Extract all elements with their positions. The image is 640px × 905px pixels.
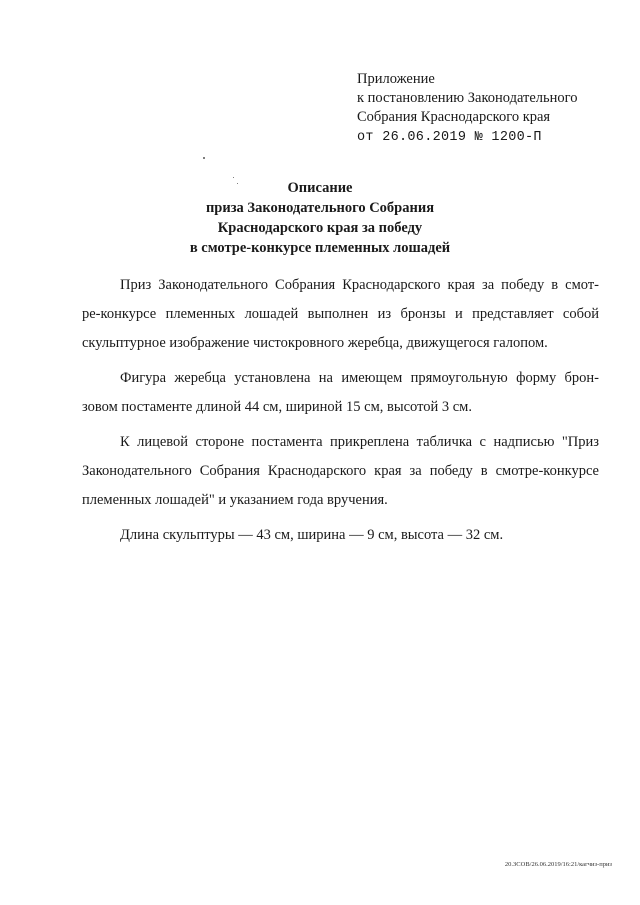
attachment-date-number: от 26.06.2019 № 1200-П: [357, 130, 542, 145]
title-line: Описание: [287, 180, 353, 196]
attachment-assembly-name: Собрания Краснодарского края: [357, 109, 551, 125]
document-body: [82, 271, 599, 550]
scan-speck: [203, 157, 205, 159]
paragraph-3: [82, 428, 599, 515]
paragraph-line: Фигура жеребца установлена на имеющем прямоугольную форму брон-: [120, 370, 599, 386]
paragraph-line: скульптурное изображение чистокровного жеребца, движущегося галопом.: [82, 335, 548, 351]
attachment-resolution-ref: к постановлению Законодательного: [357, 90, 578, 106]
paragraph-line: зовом постаменте длиной 44 см, шириной 15 см, высотой 3 см.: [82, 399, 472, 415]
paragraph-1: [82, 271, 599, 358]
title-line: Краснодарского края за победу: [217, 220, 423, 236]
paragraph-line: Приз Законодательного Собрания Краснодарского края за победу в смот-: [120, 277, 599, 293]
attachment-header: [357, 70, 627, 147]
paragraph-line: Законодательного Собрания Краснодарского края за победу в смотре-конкурсе: [82, 463, 599, 479]
paragraph-line: ре-конкурсе племенных лошадей выполнен из бронзы и представляет собой: [82, 306, 599, 322]
paragraph-2: [82, 364, 599, 422]
title-line: в смотре-конкурсе племенных лошадей: [189, 240, 451, 256]
document-title: [150, 178, 490, 258]
footer-file-stamp: 20.ЗСОВ/26.06.2019/16:21/кагчиз-приз: [504, 861, 612, 868]
attachment-label: Приложение: [357, 71, 435, 87]
paragraph-4: [82, 521, 599, 550]
paragraph-line: племенных лошадей" и указанием года вручения.: [82, 492, 388, 508]
paragraph-line: К лицевой стороне постамента прикреплена табличка с надписью "Приз: [120, 434, 599, 450]
title-line: приза Законодательного Собрания: [205, 200, 435, 216]
paragraph-line: Длина скульптуры — 43 см, ширина — 9 см, высота — 32 см.: [120, 527, 504, 543]
